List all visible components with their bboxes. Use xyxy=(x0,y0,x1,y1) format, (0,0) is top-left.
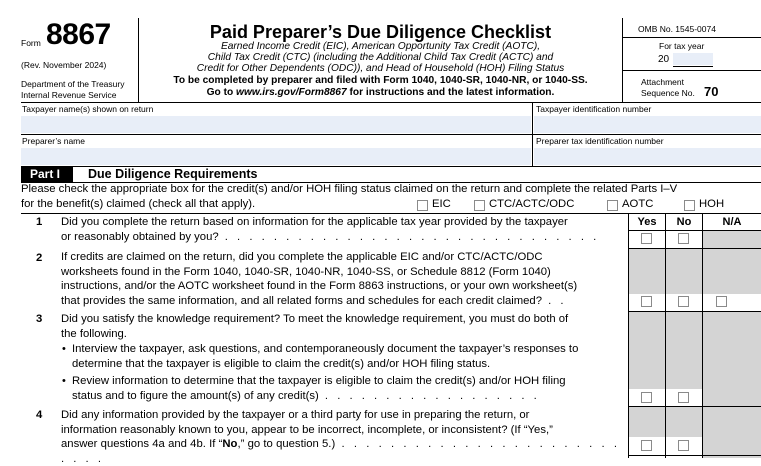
taxpayer-id-input[interactable] xyxy=(534,116,761,133)
ctc-option-label: CTC/ACTC/ODC xyxy=(489,198,575,210)
question-number: 3 xyxy=(36,313,43,325)
bullet-item xyxy=(72,342,620,371)
question-line: Did any information provided by the taxpayer or a third party for use in preparing the return, or xyxy=(61,409,530,421)
instructions-suffix: for instructions and the latest information. xyxy=(346,87,555,98)
question-line: or reasonably obtained by you? . . . . . . . . . . . . . . . . . . . . . . . . . . . . . . . xyxy=(61,230,600,243)
preparer-tin-label: Preparer tax identification number xyxy=(536,136,664,146)
question-text xyxy=(61,408,620,466)
yes-column-header: Yes xyxy=(637,216,657,228)
eic-option-label: EIC xyxy=(432,198,451,210)
agency-line: Internal Revenue Service xyxy=(21,90,117,100)
part-intro-line1: Please check the appropriate box for the credit(s) and/or HOH filing status claimed on the return and complete the related Parts I–V xyxy=(21,183,678,195)
aotc-checkbox[interactable] xyxy=(607,200,618,211)
question-line: instructions, and/or the AOTC worksheet found in the Form 8863 instructions, or your own worksheet(s) xyxy=(61,280,578,293)
bullet-line: status and to figure the amount(s) of any credit(s) . . . . . . . . . . . . . . . . . . xyxy=(72,389,540,402)
omb-number: OMB No. 1545-0074 xyxy=(638,24,716,34)
question-number: 1 xyxy=(36,216,43,228)
na-column-header: N/A xyxy=(722,216,742,228)
question-line: If credits are claimed on the return, did you complete the applicable EIC and/or CTC/ACTC/ODC xyxy=(61,251,543,263)
question-line: Did you satisfy the knowledge requirement? To meet the knowledge requirement, you must do both of xyxy=(61,313,569,325)
eic-checkbox[interactable] xyxy=(417,200,428,211)
no-column-header: No xyxy=(676,216,692,228)
question-text xyxy=(61,250,620,308)
question-text xyxy=(61,312,620,341)
filing-instruction: To be completed by preparer and filed with Form 1040, 1040-SR, 1040-NR, or 1040-SS. xyxy=(173,75,588,86)
subtitle-line: Earned Income Credit (EIC), American Opportunity Tax Credit (AOTC), xyxy=(220,41,541,52)
form-number: 8867 xyxy=(46,18,111,51)
part-intro-line2: for the benefit(s) claimed (check all that apply). xyxy=(21,198,256,210)
question-line: information reasonably known to you, appear to be incorrect, incomplete, or inconsistent? (If “Yes,” xyxy=(61,423,553,436)
preparer-name-input[interactable] xyxy=(21,148,531,165)
department-line: Department of the Treasury xyxy=(21,79,125,89)
question-line: that provides the same information, and all related forms and schedules for each credit claimed? . . xyxy=(61,294,567,307)
question-line: answer questions 4a and 4b. If “No,” go to question 5.) . . . . . . . . . . . . . . . . . . . . . . . . . . . xyxy=(61,438,620,465)
q1-no-checkbox[interactable] xyxy=(678,233,689,244)
for-tax-year-label: For tax year xyxy=(659,41,705,51)
question-line: worksheets found in the Form 1040, 1040-SR, 1040-NR, 1040-SS, or Schedule 8812 (Form 1040) xyxy=(61,265,551,278)
tax-year-prefix: 20 xyxy=(658,54,670,65)
bullet-icon: • xyxy=(62,375,66,387)
hoh-checkbox[interactable] xyxy=(684,200,695,211)
bullet-line: Interview the taxpayer, ask questions, and contemporaneously document the taxpayer’s responses to xyxy=(72,343,579,355)
taxpayer-name-input[interactable] xyxy=(21,116,531,133)
question-number: 4 xyxy=(36,409,43,421)
attachment-label: Attachment xyxy=(641,77,684,87)
sequence-label: Sequence No. xyxy=(641,88,695,98)
bullet-line: determine that the taxpayer is eligible to claim the credit(s) and/or HOH filing status. xyxy=(72,357,491,370)
sequence-number: 70 xyxy=(704,84,719,99)
form-subtitle xyxy=(139,41,622,74)
q2-yes-checkbox[interactable] xyxy=(641,296,652,307)
question-text xyxy=(61,215,622,244)
hoh-option-label: HOH xyxy=(699,198,725,210)
tax-year-input[interactable] xyxy=(673,53,713,65)
q4-yes-checkbox[interactable] xyxy=(641,440,652,451)
q2-na-checkbox[interactable] xyxy=(716,296,727,307)
part-tag: Part I xyxy=(21,167,73,182)
bullet-icon: • xyxy=(62,343,66,355)
question-line: Did you complete the return based on information for the applicable tax year provided by the taxpayer xyxy=(61,216,568,228)
question-line: the following. xyxy=(61,327,127,340)
taxpayer-id-label: Taxpayer identification number xyxy=(536,104,652,114)
question-number: 2 xyxy=(36,252,43,264)
q3-yes-checkbox[interactable] xyxy=(641,392,652,403)
taxpayer-name-label: Taxpayer name(s) shown on return xyxy=(22,104,154,114)
aotc-option-label: AOTC xyxy=(622,198,654,210)
revision-date: (Rev. November 2024) xyxy=(21,60,107,70)
instructions-prefix: Go to xyxy=(206,87,237,98)
instructions-link-line xyxy=(139,87,622,98)
q3-no-checkbox[interactable] xyxy=(678,392,689,403)
q1-yes-checkbox[interactable] xyxy=(641,233,652,244)
ctc-checkbox[interactable] xyxy=(474,200,485,211)
bullet-line: Review information to determine that the taxpayer is eligible to claim the credit(s) and/or HOH filing xyxy=(72,375,566,387)
bullet-item xyxy=(72,374,620,403)
part-title: Due Diligence Requirements xyxy=(88,167,258,181)
subtitle-line: Child Tax Credit (CTC) (including the Additional Child Tax Credit (ACTC) and xyxy=(207,52,554,63)
form-label: Form xyxy=(21,38,41,48)
irs-url-link[interactable]: www.irs.gov/Form8867 xyxy=(236,87,347,98)
preparer-tin-input[interactable] xyxy=(534,148,761,165)
subtitle-line: Credit for Other Dependents (ODC)), and Head of Household (HOH) Filing Status xyxy=(196,63,565,74)
form-title: Paid Preparer’s Due Diligence Checklist xyxy=(209,22,552,42)
q2-no-checkbox[interactable] xyxy=(678,296,689,307)
q4-no-checkbox[interactable] xyxy=(678,440,689,451)
preparer-name-label: Preparer’s name xyxy=(22,136,85,146)
